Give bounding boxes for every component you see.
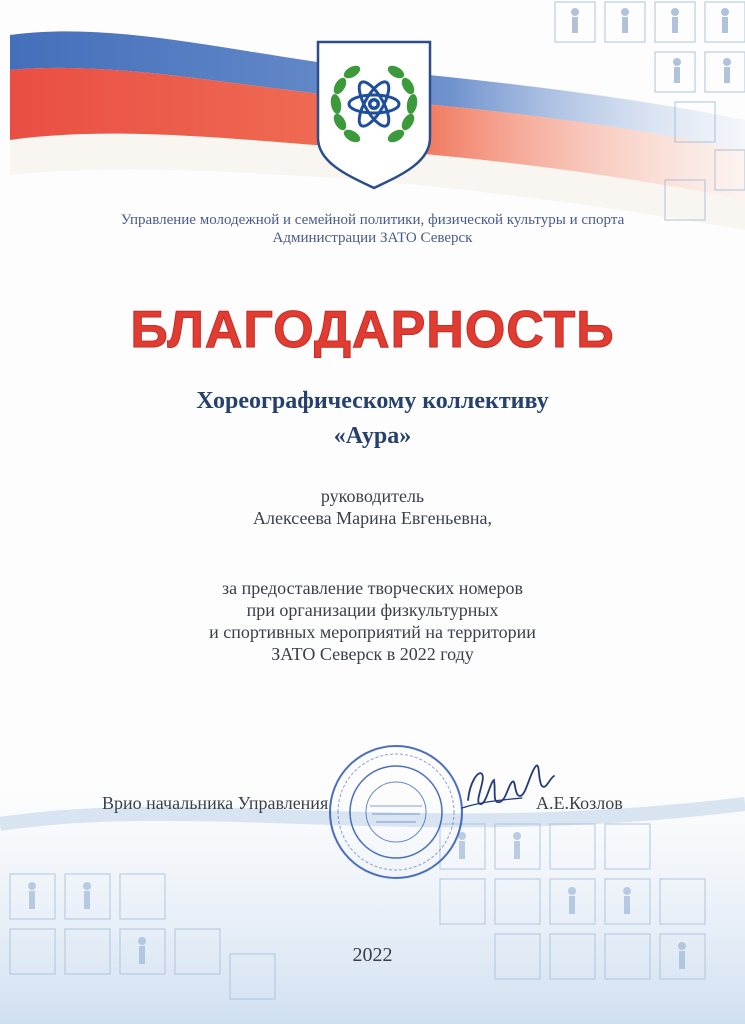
handwritten-signature — [460, 752, 560, 822]
official-stamp-icon — [326, 742, 466, 882]
signatory-role: Врио начальника Управления — [102, 793, 329, 813]
leader-name: Алексеева Марина Евгеньевна, — [252, 508, 493, 528]
reason-text — [0, 577, 745, 665]
reason-line: за предоставление творческих номеров — [222, 578, 523, 598]
recipient-line-2: «Аура» — [333, 423, 412, 449]
organization-line-2: Администрации ЗАТО Северск — [272, 230, 473, 246]
certificate-title: БЛАГОДАРНОСТЬ — [130, 301, 615, 359]
reason-line: при организации физкультурных — [246, 600, 499, 620]
reason-line: ЗАТО Северск в 2022 году — [271, 644, 474, 664]
coat-of-arms-icon — [314, 38, 434, 190]
certificate-year: 2022 — [352, 944, 393, 966]
organization-line-1: Управление молодежной и семейной политики, физической культуры и спорта — [120, 212, 625, 228]
signatory-name: А.Е.Козлов — [536, 793, 623, 813]
reason-line: и спортивных мероприятий на территории — [209, 622, 536, 642]
leader-role: руководитель — [320, 486, 425, 506]
recipient-line-1: Хореографическому коллективу — [196, 388, 549, 414]
